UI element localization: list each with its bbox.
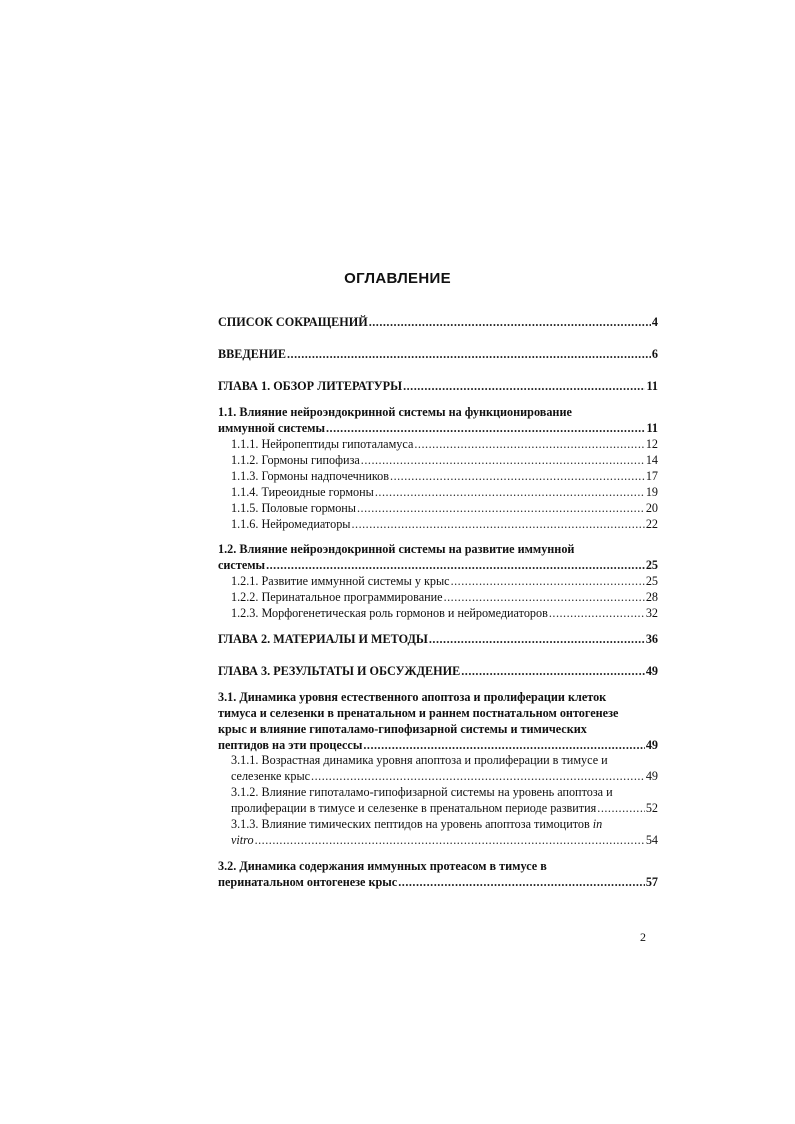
toc-entry-page: 11	[646, 379, 658, 393]
dot-leader	[351, 516, 644, 532]
toc-entry-title: 3.1.3. Влияние тимических пептидов на уровень апоптоза тимоцитов	[231, 817, 590, 831]
dot-leader	[326, 420, 646, 436]
dot-leader	[311, 768, 645, 784]
toc-entry-page: 6	[651, 347, 658, 361]
toc-entry-page: 11	[646, 421, 658, 435]
dot-leader	[361, 452, 645, 468]
toc-entry-page: 36	[645, 632, 658, 646]
toc-heading: ОГЛАВЛЕНИЕ	[344, 270, 451, 287]
dot-leader	[266, 557, 645, 573]
toc-entry-section-3-2[interactable]	[218, 874, 658, 890]
dot-leader	[357, 500, 645, 516]
toc-entry-section-3-1[interactable]	[218, 737, 658, 753]
toc-entry-1-1-6[interactable]	[231, 516, 658, 532]
toc-entry-section-1-2-line-1[interactable]: 1.2. Влияние нейроэндокринной системы на развитие иммунной	[218, 542, 575, 556]
toc-entry-page: 49	[645, 664, 658, 678]
dot-leader	[451, 573, 645, 589]
dot-leader	[461, 663, 645, 679]
toc-entry-3-1-3-line-1[interactable]	[231, 816, 658, 832]
toc-entry-page: 49	[645, 738, 658, 752]
toc-entry-italic: in	[592, 817, 603, 831]
toc-entry-abbreviations[interactable]	[218, 314, 658, 330]
toc-entry-section-1-1[interactable]	[218, 420, 658, 436]
toc-entry-chapter-2[interactable]	[218, 631, 658, 647]
toc-entry-title: перинатальном онтогенезе крыс	[218, 875, 398, 889]
toc-entry-3-1-2[interactable]	[231, 800, 658, 816]
dot-leader	[597, 800, 645, 816]
toc-entry-title: селезенке крыс	[231, 769, 311, 783]
toc-entry-introduction[interactable]	[218, 346, 658, 362]
toc-entry-1-1-5[interactable]	[231, 500, 658, 516]
toc-entry-section-1-2[interactable]	[218, 557, 658, 573]
toc-entry-page: 17	[645, 469, 658, 483]
toc-entry-page: 14	[645, 453, 658, 467]
toc-entry-1-1-3[interactable]	[231, 468, 658, 484]
page-number: 2	[640, 930, 646, 944]
toc-entry-title: пептидов на эти процессы	[218, 738, 363, 752]
toc-entry-chapter-1[interactable]	[218, 378, 658, 394]
toc-entry-1-1-1[interactable]	[231, 436, 658, 452]
toc-entry-title: 1.2.3. Морфогенетическая роль гормонов и нейромедиаторов	[231, 606, 548, 620]
toc-entry-title: ВВЕДЕНИЕ	[218, 347, 286, 361]
dot-leader	[444, 589, 645, 605]
toc-entry-3-1-1-line-1[interactable]: 3.1.1. Возрастная динамика уровня апоптоза и пролиферации в тимусе и	[231, 753, 608, 767]
dot-leader	[403, 378, 645, 394]
toc-entry-page: 12	[645, 437, 658, 451]
toc-entry-page: 4	[651, 315, 658, 329]
toc-entry-1-2-3[interactable]	[231, 605, 658, 621]
toc-entry-title: 1.1.6. Нейромедиаторы	[231, 517, 351, 531]
toc-entry-page: 57	[645, 875, 658, 889]
dot-leader	[369, 314, 651, 330]
toc-entry-title: 1.1.5. Половые гормоны	[231, 501, 356, 515]
toc-entry-section-3-1-line-2[interactable]: тимуса и селезенки в пренатальном и раннем постнатальном онтогенезе	[218, 706, 619, 720]
toc-entry-3-1-3[interactable]	[231, 832, 658, 848]
toc-entry-page: 28	[645, 590, 658, 604]
toc-entry-title: 1.1.3. Гормоны надпочечников	[231, 469, 390, 483]
toc-entry-title: 1.1.1. Нейропептиды гипоталамуса	[231, 437, 414, 451]
toc-entry-page: 25	[645, 558, 658, 572]
toc-entry-page: 32	[645, 606, 658, 620]
toc-entry-title: иммунной системы	[218, 421, 325, 435]
toc-entry-title: системы	[218, 558, 266, 572]
toc-entry-1-2-1[interactable]	[231, 573, 658, 589]
toc-entry-1-2-2[interactable]	[231, 589, 658, 605]
dot-leader	[363, 737, 644, 753]
toc-entry-3-1-1[interactable]	[231, 768, 658, 784]
toc-entry-section-3-2-line-1[interactable]: 3.2. Динамика содержания иммунных протеасом в тимусе в	[218, 859, 547, 873]
dot-leader	[255, 832, 645, 848]
dot-leader	[287, 346, 651, 362]
toc-entry-1-1-4[interactable]	[231, 484, 658, 500]
toc-entry-title: 1.2.2. Перинатальное программирование	[231, 590, 443, 604]
toc-entry-title: ГЛАВА 1. ОБЗОР ЛИТЕРАТУРЫ	[218, 379, 403, 393]
toc-entry-3-1-2-line-1[interactable]: 3.1.2. Влияние гипоталамо-гипофизарной системы на уровень апоптоза и	[231, 785, 613, 799]
toc-entry-page: 52	[645, 801, 658, 815]
toc-entry-title: 1.1.2. Гормоны гипофиза	[231, 453, 360, 467]
toc-entry-title: 1.2.1. Развитие иммунной системы у крыс	[231, 574, 450, 588]
toc-entry-title: vitro	[231, 833, 254, 847]
toc-entry-chapter-3[interactable]	[218, 663, 658, 679]
toc-entry-page: 20	[645, 501, 658, 515]
dot-leader	[414, 436, 644, 452]
toc-entry-title: СПИСОК СОКРАЩЕНИЙ	[218, 315, 368, 329]
toc-entry-section-3-1-line-1[interactable]: 3.1. Динамика уровня естественного апоптоза и пролиферации клеток	[218, 690, 607, 704]
dot-leader	[398, 874, 645, 890]
toc-entry-section-3-1-line-3[interactable]: крыс и влияние гипоталамо-гипофизарной системы и тимических	[218, 722, 587, 736]
toc-entry-page: 22	[645, 517, 658, 531]
toc-entry-title: ГЛАВА 3. РЕЗУЛЬТАТЫ И ОБСУЖДЕНИЕ	[218, 664, 461, 678]
toc-entry-title: пролиферации в тимусе и селезенке в пренатальном периоде развития	[231, 801, 597, 815]
toc-entry-page: 25	[645, 574, 658, 588]
dot-leader	[549, 605, 645, 621]
toc-entry-title: 1.1.4. Тиреоидные гормоны	[231, 485, 374, 499]
toc-entry-page: 54	[645, 833, 658, 847]
dot-leader	[390, 468, 645, 484]
toc-entry-1-1-2[interactable]	[231, 452, 658, 468]
toc-entry-page: 49	[645, 769, 658, 783]
dot-leader	[429, 631, 645, 647]
toc-entry-section-1-1-line-1[interactable]: 1.1. Влияние нейроэндокринной системы на функционирование	[218, 405, 572, 419]
toc-entry-title: ГЛАВА 2. МАТЕРИАЛЫ И МЕТОДЫ	[218, 632, 428, 646]
dot-leader	[375, 484, 645, 500]
toc-entry-page: 19	[645, 485, 658, 499]
